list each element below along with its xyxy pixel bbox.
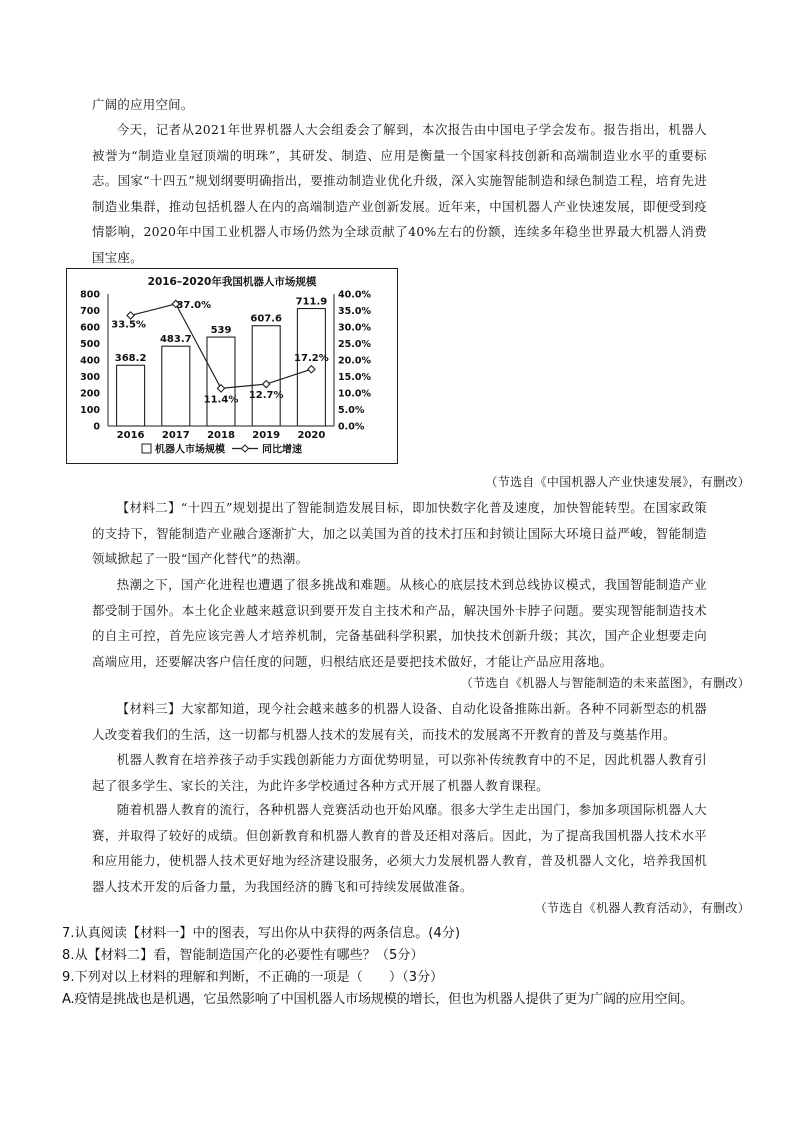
- source-note-two: （节选自《机器人与智能制造的未来蓝图》，有删改）: [460, 676, 750, 690]
- y-right-tick-label: 10.0%: [338, 388, 371, 400]
- paragraph-material-two: 【材料二】“十四五”规划提出了智能制造发展目标，即加快数字化普及速度，加快智能转型。在国家政策的支持下，智能制造产业融合逐渐扩大，加之以美国为首的技术打压和封锁让国际大环境日益严峻，智能制造领域掀起了一股“国产化替代”的热潮。: [92, 500, 707, 566]
- bar-2018: [207, 337, 235, 426]
- y-right-tick-label: 25.0%: [338, 339, 371, 350]
- paragraph-material-three-end: 随着机器人教育的流行，各种机器人竞赛活动也开始风靡。很多大学生走出国门，参加多项国际机器人大赛，并取得了较好的成绩。但创新教育和机器人教育的普及还相对落后。因此，为了提高我国机器人技术水平和应用能力，使机器人技术更好地为经济建设服务，必须大力发展机器人教育，普及机器人文化，培养我国机器人技术开发的后备力量，为我国经济的腾飞和可持续发展做准备。: [92, 802, 707, 894]
- y-right-tick-label: 5.0%: [338, 405, 365, 416]
- bar-value-label: 539: [210, 325, 232, 337]
- paragraph-intro-tail: 广阔的应用空间。: [92, 97, 194, 112]
- paragraph-material-three-cont: 机器人教育在培养孩子动手实践创新能力方面优势明显，可以弥补传统教育中的不足，因此机器人教育引起了很多学生、家长的关注，为此许多学校通过各种方式开展了机器人教育课程。: [92, 752, 707, 793]
- x-tick-label: 2020: [297, 430, 326, 441]
- y-left-tick-label: 700: [80, 306, 100, 317]
- bar-value-label: 607.6: [250, 313, 283, 325]
- legend-line-label: 同比增速: [262, 444, 302, 456]
- bar-value-label: 711.9: [295, 296, 328, 308]
- x-tick-label: 2017: [161, 430, 190, 441]
- y-right-tick-label: 40.0%: [338, 289, 371, 301]
- question-8: 8.从【材料二】看，智能制造国产化的必要性有哪些？（5分）: [62, 948, 424, 963]
- y-left-tick-label: 800: [80, 289, 100, 301]
- source-note-one: （节选自《中国机器人产业快速发展》，有删改）: [485, 475, 750, 489]
- growth-rate-label: 12.7%: [248, 390, 284, 402]
- growth-rate-label: 33.5%: [111, 319, 146, 331]
- x-tick-label: 2018: [207, 430, 235, 441]
- question-9-option-a: A.疫情是挑战也是机遇，它虽然影响了中国机器人市场规模的增长，但也为机器人提供了更为广阔的应用空间。: [62, 992, 693, 1007]
- question-7: 7.认真阅读【材料一】中的图表，写出你从中获得的两条信息。(4分): [62, 926, 461, 941]
- growth-rate-label: 11.4%: [203, 394, 239, 406]
- chart-title: 2016–2020年我国机器人市场规模: [147, 276, 317, 288]
- y-left-tick-label: 300: [80, 372, 100, 383]
- y-left-tick-label: 500: [80, 339, 100, 350]
- x-tick-label: 2016: [116, 430, 145, 441]
- y-left-tick-label: 200: [80, 388, 100, 400]
- paragraph-material-two-cont: 热潮之下，国产化进程也遭遇了很多挑战和难题。从核心的底层技术到总线协议模式，我国智能制造产业都受制于国外。本土化企业越来越意识到要开发自主技术和产品，解决国外卡脖子问题。要实现智能制造技术的自主可控，首先应该完善人才培养机制，完备基础科学积累，加快技术创新升级；其次，国产企业想要走向高端应用，还要解决客户信任度的问题，归根结底还是要把技术做好，才能让产品应用落地。: [92, 577, 707, 669]
- growth-rate-label: 17.2%: [294, 353, 329, 365]
- legend-bar-swatch: [142, 444, 151, 453]
- y-right-tick-label: 15.0%: [338, 372, 371, 383]
- y-right-tick-label: 0.0%: [338, 421, 365, 433]
- bar-value-label: 483.7: [159, 334, 192, 346]
- y-left-tick-label: 400: [80, 355, 100, 367]
- y-left-tick-label: 100: [80, 405, 100, 416]
- y-right-tick-label: 35.0%: [338, 306, 371, 317]
- paragraph-material-three: 【材料三】大家都知道，现今社会越来越多的机器人设备、自动化设备推陈出新。各种不同新型态的机器人改变着我们的生活，这一切都与机器人技术的发展有关，而技术的发展离不开教育的普及与奠基作用。: [92, 701, 707, 742]
- growth-rate-label: 37.0%: [176, 299, 212, 311]
- x-tick-label: 2019: [252, 430, 281, 441]
- market-scale-chart: [66, 268, 398, 464]
- bar-2017: [162, 346, 190, 426]
- question-9: 9.下列对以上材料的理解和判断，不正确的一项是（ ）（3分）: [62, 970, 444, 985]
- chart-svg: [66, 268, 398, 464]
- paragraph-material-one: 今天，记者从2021年世界机器人大会组委会了解到，本次报告由中国电子学会发布。报告指出，机器人被誉为“制造业皇冠顶端的明珠”，其研发、制造、应用是衡量一个国家科技创新和高端制造业水平的重要标志。国家“十四五”规划纲要明确指出，要推动制造业优化升级，深入实施智能制造和绿色制造工程，培育先进制造业集群，推动包括机器人在内的高端制造产业创新发展。近年来，中国机器人产业快速发展，即便受到疫情影响，2020年中国工业机器人市场仍然为全球贡献了40%左右的份额，连续多年稳坐世界最大机器人消费国宝座。: [92, 122, 707, 265]
- bar-2019: [252, 326, 280, 426]
- bar-value-label: 368.2: [114, 353, 147, 365]
- y-right-tick-label: 30.0%: [338, 322, 371, 334]
- y-left-tick-label: 600: [80, 322, 100, 334]
- y-left-tick-label: 0: [93, 421, 100, 433]
- legend-bar-label: 机器人市场规模: [155, 444, 225, 456]
- bar-2016: [117, 365, 145, 426]
- y-right-tick-label: 20.0%: [338, 355, 371, 367]
- source-note-three: （节选自《机器人教育活动》，有删改）: [534, 901, 750, 915]
